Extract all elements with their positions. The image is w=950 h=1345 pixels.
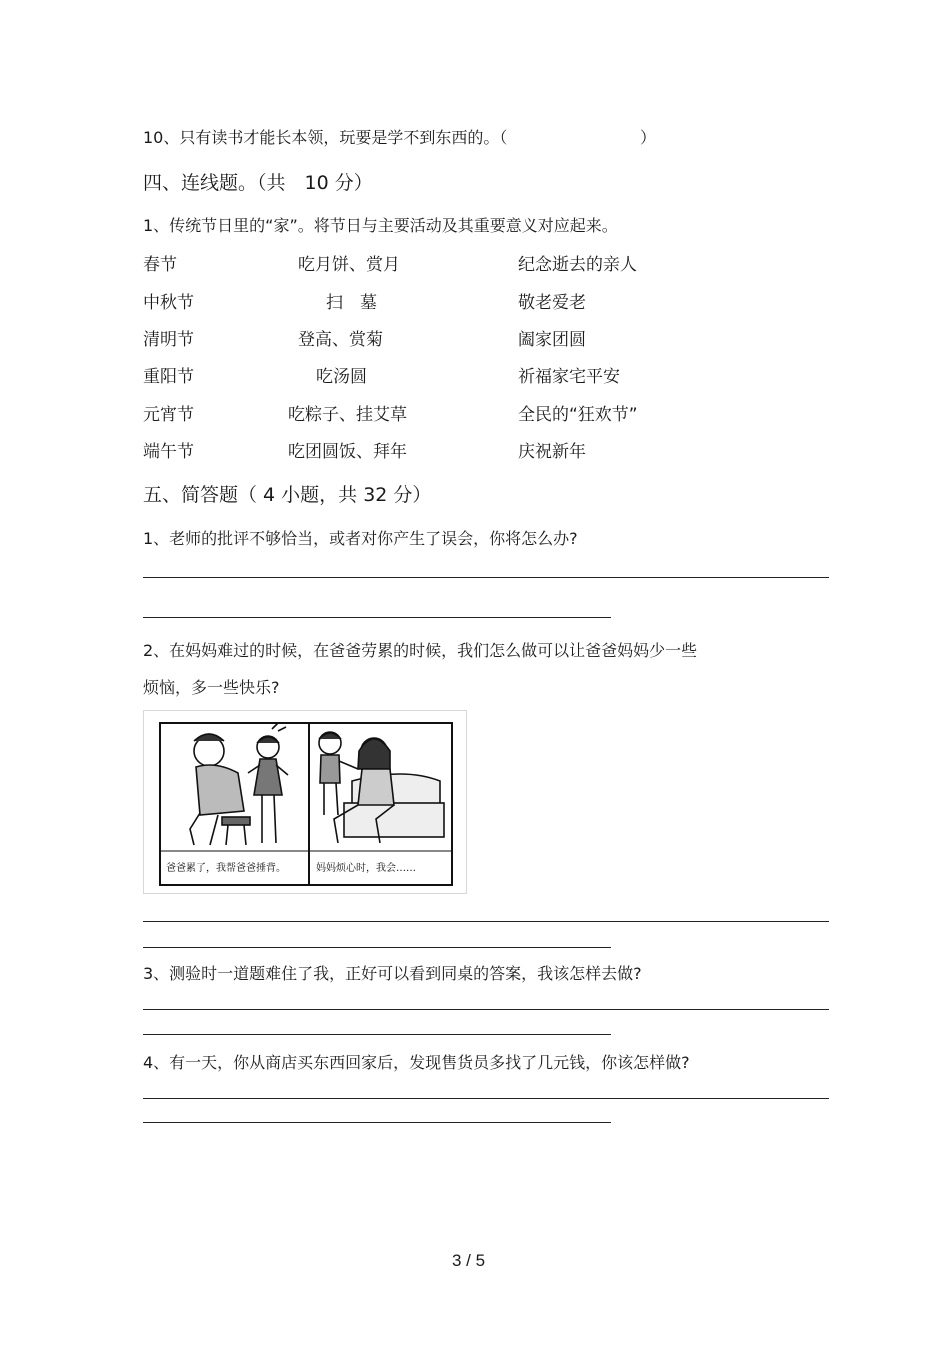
- activity-cell: 扫 墓: [326, 293, 377, 313]
- girl-figure: [248, 723, 288, 843]
- question-10: [143, 125, 507, 148]
- festival-cell: 元宵节: [143, 405, 194, 425]
- activity-cell: 吃粽子、挂艾草: [288, 405, 407, 425]
- activity-cell: 吃团圆饭、拜年: [288, 442, 407, 462]
- answer-line: [143, 1098, 829, 1099]
- festival-cell: 春节: [143, 255, 177, 275]
- short-question-4: 4、有一天，你从商店买东西回家后，发现售货员多找了几元钱，你该怎样做?: [143, 1053, 690, 1072]
- illustration-drawing: [144, 711, 466, 893]
- answer-line: [143, 1009, 829, 1010]
- short-question-1: 1、老师的批评不够恰当，或者对你产生了误会，你将怎么办?: [143, 529, 578, 548]
- answer-line: [143, 921, 829, 922]
- activity-cell: 吃月饼、赏月: [298, 255, 400, 275]
- meaning-cell: 祈福家宅平安: [518, 367, 620, 387]
- meaning-cell: 全民的“狂欢节”: [518, 405, 638, 425]
- meaning-cell: 阖家团圆: [518, 330, 586, 350]
- section-5-heading: 五、简答题（ 4 小题，共 32 分）: [143, 484, 432, 506]
- meaning-cell: 纪念逝去的亲人: [518, 255, 637, 275]
- festival-cell: 中秋节: [143, 293, 194, 313]
- festival-cell: 清明节: [143, 330, 194, 350]
- left-panel-caption: 爸爸累了，我帮爸爸捶背。: [166, 863, 286, 874]
- meaning-cell: 庆祝新年: [518, 442, 586, 462]
- activity-cell: 登高、赏菊: [298, 330, 383, 350]
- activity-cell: 吃汤圆: [316, 367, 367, 387]
- answer-line: [143, 577, 829, 578]
- meaning-cell: 敬老爱老: [518, 293, 586, 313]
- short-question-2-line-2: 烦恼，多一些快乐?: [143, 678, 280, 697]
- question-10-text: 10、只有读书才能长本领，玩要是学不到东西的。（: [143, 128, 508, 147]
- festival-cell: 重阳节: [143, 367, 194, 387]
- answer-line: [143, 1034, 611, 1035]
- illustration: [143, 710, 467, 894]
- answer-line: [143, 617, 611, 618]
- question-10-close-paren: ）: [640, 128, 657, 147]
- short-question-3: 3、测验时一道题难住了我，正好可以看到同桌的答案，我该怎样去做?: [143, 964, 642, 983]
- page-number: 3 / 5: [452, 1251, 486, 1270]
- right-panel-caption: 妈妈烦心时，我会……: [316, 863, 416, 874]
- section-4-heading: 四、连线题。（共 10 分）: [143, 172, 373, 194]
- answer-line: [143, 947, 611, 948]
- answer-line: [143, 1122, 611, 1123]
- father-figure: [190, 734, 250, 845]
- matching-prompt: 1、传统节日里的“家”。将节日与主要活动及其重要意义对应起来。: [143, 216, 618, 235]
- short-question-2-line-1: 2、在妈妈难过的时候，在爸爸劳累的时候，我们怎么做可以让爸爸妈妈少一些: [143, 641, 698, 660]
- festival-cell: 端午节: [143, 442, 194, 462]
